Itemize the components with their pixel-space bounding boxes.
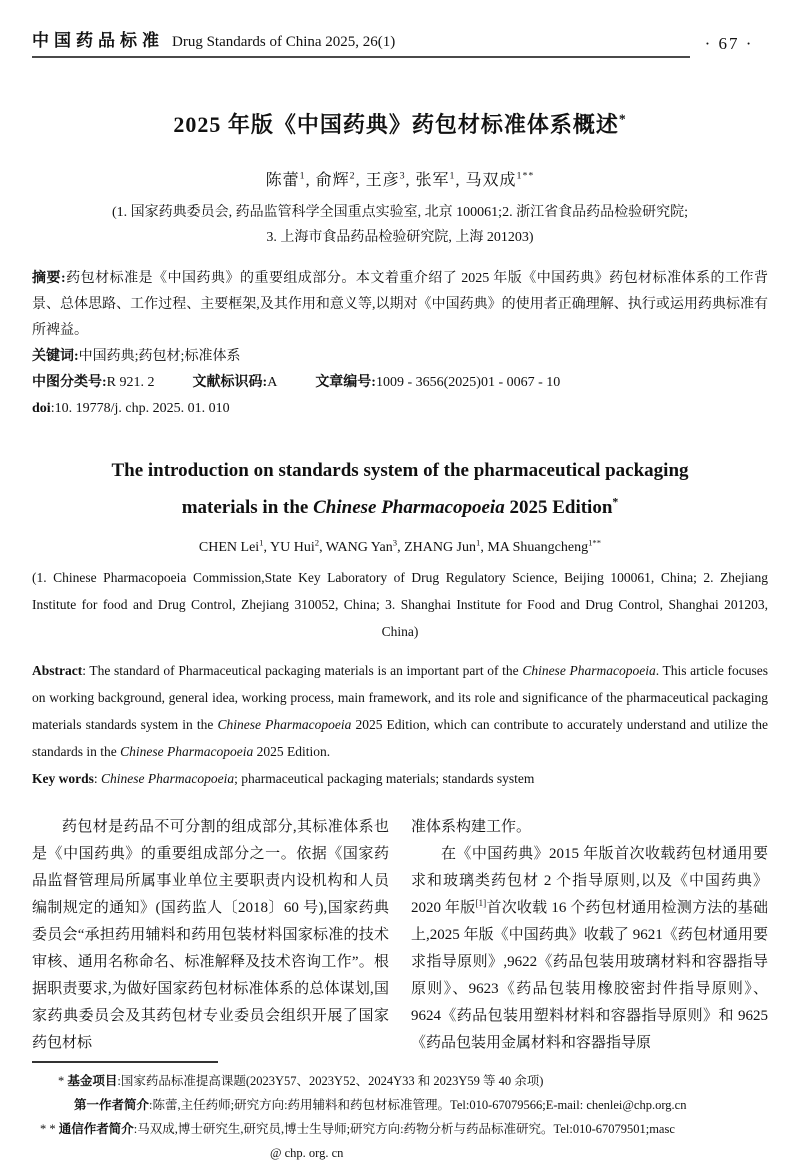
authors-en: CHEN Lei$^1$, YU Hui$^2$, WANG Yan$^3$, ZHANG Jun$^1$, MA Shuangcheng$^{1**}$: [198, 537, 602, 555]
affiliations-en: (1. Chinese Pharmacopoeia Commission,State Key Laboratory of Drug Regulatory Science, Beijing 100061, China; 2. Zhejiang Institute for food and Drug Control, Zhejiang 310052, China; 3. Shanghai Institute for Food and Drug Control, Shanghai 201203, China): [32, 570, 768, 639]
journal-name-en: Drug Standards of China 2025, 26(1): [172, 34, 396, 50]
affiliation-cn-line: 3. 上海市食品药品检验研究院, 上海 201203): [266, 230, 534, 245]
keywords-cn: [32, 344, 768, 370]
classification-row: [32, 370, 768, 396]
abstract-cn-label: 摘要:: [32, 271, 66, 286]
doi-label: doi: [32, 401, 51, 416]
doi-line: [32, 396, 768, 422]
footnote-corresponding-author: * * 通信作者简介:马双成,博士研究生,研究员,博士生导师;研究方向:药物分析与药品标准研究。Tel:010-67079501;masc: [40, 1122, 675, 1136]
abstract-cn-text: 药包材标准是《中国药典》的重要组成部分。本文着重介绍了 2025 年版《中国药典》药包材标准体系的工作背景、总体思路、工作过程、主要框架,及其作用和意义等,以期对《中国药典》的使用者正确理解、执行或运用药典标准有所裨益。: [32, 271, 768, 338]
article-title-cn: 2025 年版《中国药典》药包材标准体系概述*: [173, 111, 627, 137]
footnote-fund-project: * 基金项目:国家药品标准提高课题(2023Y57、2023Y52、2024Y33 和 2023Y59 等 40 余项): [58, 1074, 544, 1088]
cn-meta-block: [32, 266, 768, 422]
affiliation-cn-line: (1. 国家药典委员会, 药品监管科学全国重点实验室, 北京 100061;2. 浙江省食品药品检验研究院;: [112, 205, 688, 220]
body-paragraph: 药包材是药品不可分割的组成部分,其标准体系也是《中国药典》的重要组成部分之一。依据《国家药品监督管理局所属事业单位主要职责内设机构和人员编制规定的通知》(国药监人〔2018〕60 号),国家药典委员会“承担药用辅料和药用包装材料国家标准的技术审核、通用名称命名、标准解释及技术咨询工作”。根据职责要求,为做好国家药包材标准体系的总体谋划,国家药典委员会及其药包材专业委员会组织开展了国家药包材标: [32, 819, 389, 1051]
footnote-email-continuation: @ chp. org. cn: [270, 1146, 344, 1160]
footnote-first-author: 第一作者简介:陈蕾,主任药师;研究方向:药用辅料和药包材标准管理。Tel:010-67079566;E-mail: chenlei@chp.org.cn: [74, 1098, 687, 1112]
page-header: [32, 26, 768, 58]
abstract-en: Abstract: The standard of Pharmaceutical packaging materials is an important part of the Chinese Pharmacopoeia. This article focuses on working background, general idea, working process, main framework, and its role and significance of the pharmaceutical packaging materials standards system in the Chinese Pharmacopoeia 2025 Edition, which can contribute to accurately understand and utilize the standards in the Chinese Pharmacopoeia 2025 Edition.: [32, 663, 769, 759]
document-code: 文献标识码:A: [192, 375, 278, 390]
keywords-cn-label: 关键词:: [32, 349, 79, 364]
page-number: · 67 ·: [704, 34, 754, 53]
journal-name-cn: 中国药品标准: [32, 31, 164, 50]
journal-banner: [32, 26, 690, 58]
article-title-en: The introduction on standards system of the pharmaceutical packaging materials in the Chinese Pharmacopoeia 2025 Edition*: [111, 460, 689, 518]
body-column-right: [411, 814, 768, 1057]
body-paragraph-continuation: 准体系构建工作。: [411, 819, 532, 835]
keywords-cn-text: 中国药典;药包材;标准体系: [78, 349, 241, 364]
doi-value: :10. 19778/j. chp. 2025. 01. 010: [50, 401, 230, 416]
footnotes: [32, 1069, 768, 1165]
article-body: [32, 814, 768, 1057]
affiliations-cn: [32, 200, 768, 250]
authors-cn: 陈蕾$^1$, 俞辉$^2$, 王彦$^3$, 张军$^1$, 马双成$^{1**}$: [265, 170, 535, 189]
keywords-en: Key words: Chinese Pharmacopoeia; pharmaceutical packaging materials; standards system: [32, 771, 535, 786]
article-id: 文章编号:1009 - 3656(2025)01 - 0067 - 10: [315, 375, 561, 390]
body-paragraph: 在《中国药典》2015 年版首次收载药包材通用要求和玻璃类药包材 2 个指导原则,以及《中国药典》2020 年版[1]首次收载 16 个药包材通用检测方法的基础上,2025 年版《中国药典》收载了 9621《药包材通用要求指导原则》,9622《药品包装用玻璃材料和容器指导原则》、9623《药品包装用橡胶密封件指导原则》、9624《药品包装用塑料材料和容器指导原则》和 9625《药品包装用金属材料和容器指导原: [411, 846, 768, 1051]
clc-number: 中图分类号:R 921. 2: [32, 375, 155, 390]
footnote-divider: [32, 1061, 218, 1063]
body-column-left: [32, 814, 389, 1057]
abstract-cn: [32, 266, 768, 344]
